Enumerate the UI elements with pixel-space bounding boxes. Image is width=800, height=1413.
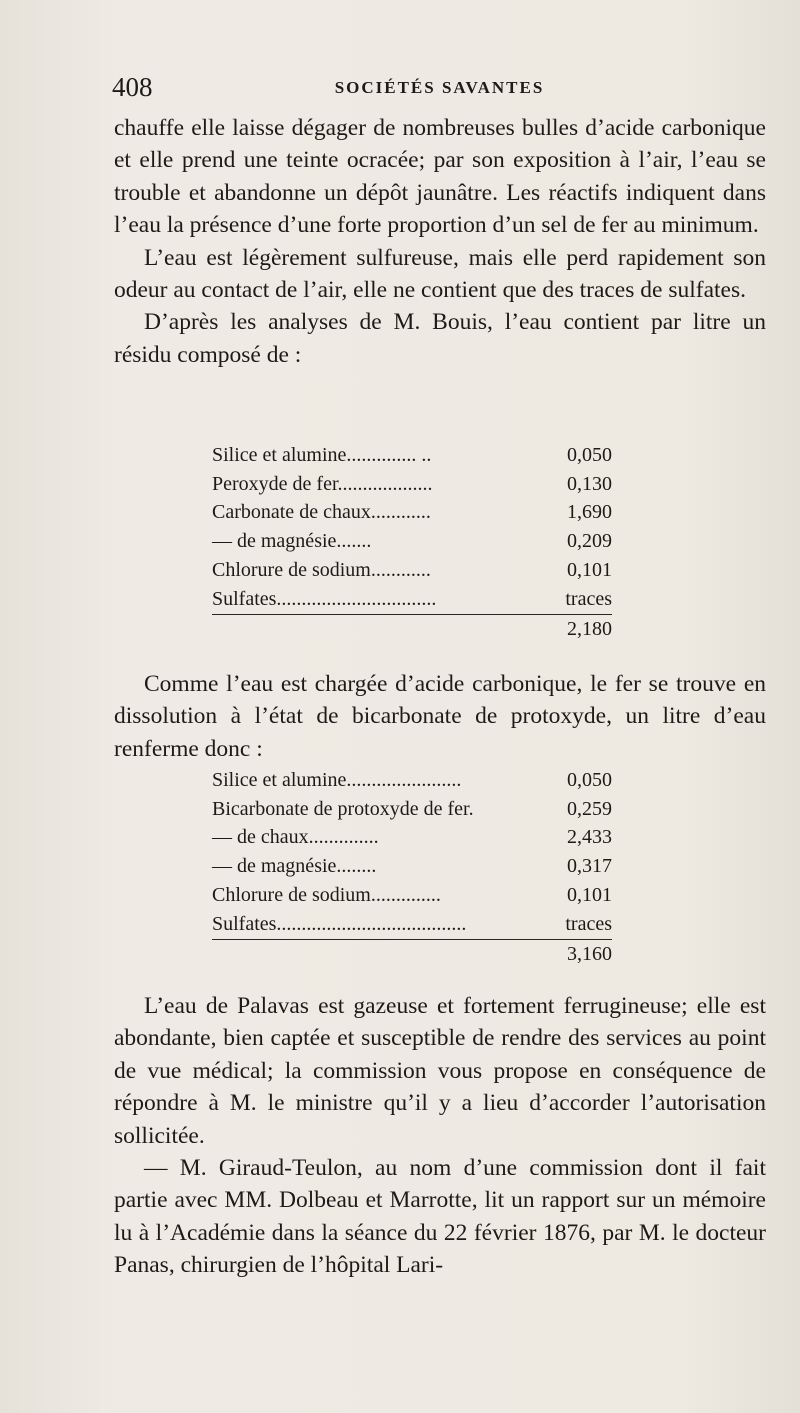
compound-value: 0,101 [567, 884, 612, 907]
compound-label: Sulfates...................................... [212, 912, 467, 935]
compound-value: 0,130 [567, 472, 612, 495]
compound-value: 0,209 [567, 530, 612, 553]
compound-value: 2,433 [567, 826, 612, 849]
compound-value: 0,050 [567, 443, 612, 466]
running-title: SOCIÉTÉS SAVANTES [334, 78, 545, 97]
total-row [212, 939, 612, 968]
page-number: 408 [112, 72, 153, 102]
paragraph: L’eau de Palavas est gazeuse et fortement ferrugineuse; elle est abondante, bien captée et susceptible de rendre des services au point de vue médical; la commission vous propose en conséquence de répondre à M. le ministre qu’il y a lieu d’accorder l’autorisation sollicitée. [114, 993, 766, 1149]
compound-value: 0,317 [567, 855, 612, 878]
running-head [112, 72, 767, 106]
paragraph: L’eau est légèrement sulfureuse, mais elle perd rapidement son odeur au contact de l’air, elle ne contient que des traces de sulfates. [114, 244, 766, 304]
analysis-table-litre [212, 766, 612, 969]
compound-label: Chlorure de sodium............ [212, 559, 431, 582]
table-row [212, 795, 612, 824]
text-block-3 [114, 990, 766, 1282]
text-block-1 [114, 112, 766, 371]
total-value: 2,180 [502, 614, 612, 643]
table-row [212, 852, 612, 881]
compound-label: Silice et alumine.............. .. [212, 443, 432, 466]
text-block-2 [114, 668, 766, 765]
compound-label: Silice et alumine....................... [212, 768, 462, 791]
table-row [212, 556, 612, 585]
compound-value: 1,690 [567, 501, 612, 524]
compound-label: Sulfates................................ [212, 587, 437, 610]
compound-label: — de magnésie........ [212, 855, 377, 878]
compound-label: Peroxyde de fer................... [212, 472, 433, 495]
table-row [212, 766, 612, 795]
table-row [212, 470, 612, 499]
paragraph: chauffe elle laisse dégager de nombreuses bulles d’acide carbonique et elle prend une teinte ocracée; par son exposition à l’air, l’eau se trouble et abandonne un dépôt jaunâtre. Les réactifs indiquent dans l’eau la présence d’une forte proportion d’un sel de fer au minimum. [114, 115, 766, 239]
total-value: 3,160 [502, 939, 612, 968]
table-row [212, 824, 612, 853]
compound-value: 0,259 [567, 797, 612, 820]
paragraph: — M. Giraud-Teulon, au nom d’une commission dont il fait partie avec MM. Dolbeau et Marrotte, lit un rapport sur un mémoire lu à l’Académie dans la séance du 22 février 1876, par M. le docteur Panas, chirurgien de l’hôpital Lari- [114, 1155, 766, 1279]
compound-value: traces [565, 912, 612, 935]
table-row [212, 499, 612, 528]
compound-value: 0,101 [567, 559, 612, 582]
table-row [212, 441, 612, 470]
compound-value: 0,050 [567, 768, 612, 791]
compound-label: Carbonate de chaux............ [212, 501, 431, 524]
compound-value: traces [565, 587, 612, 610]
table-row [212, 910, 612, 939]
total-row [212, 614, 612, 643]
compound-label: — de magnésie....... [212, 530, 372, 553]
table-row [212, 881, 612, 910]
analysis-table-residue [212, 441, 612, 644]
paragraph: D’après les analyses de M. Bouis, l’eau contient par litre un résidu composé de : [114, 309, 766, 368]
paragraph: Comme l’eau est chargée d’acide carbonique, le fer se trouve en dissolution à l’état de bicarbonate de protoxyde, un litre d’eau renferme donc : [114, 671, 766, 762]
table-row [212, 527, 612, 556]
table-row [212, 585, 612, 614]
compound-label: Bicarbonate de protoxyde de fer. [212, 797, 474, 820]
compound-label: — de chaux.............. [212, 826, 379, 849]
compound-label: Chlorure de sodium.............. [212, 884, 441, 907]
